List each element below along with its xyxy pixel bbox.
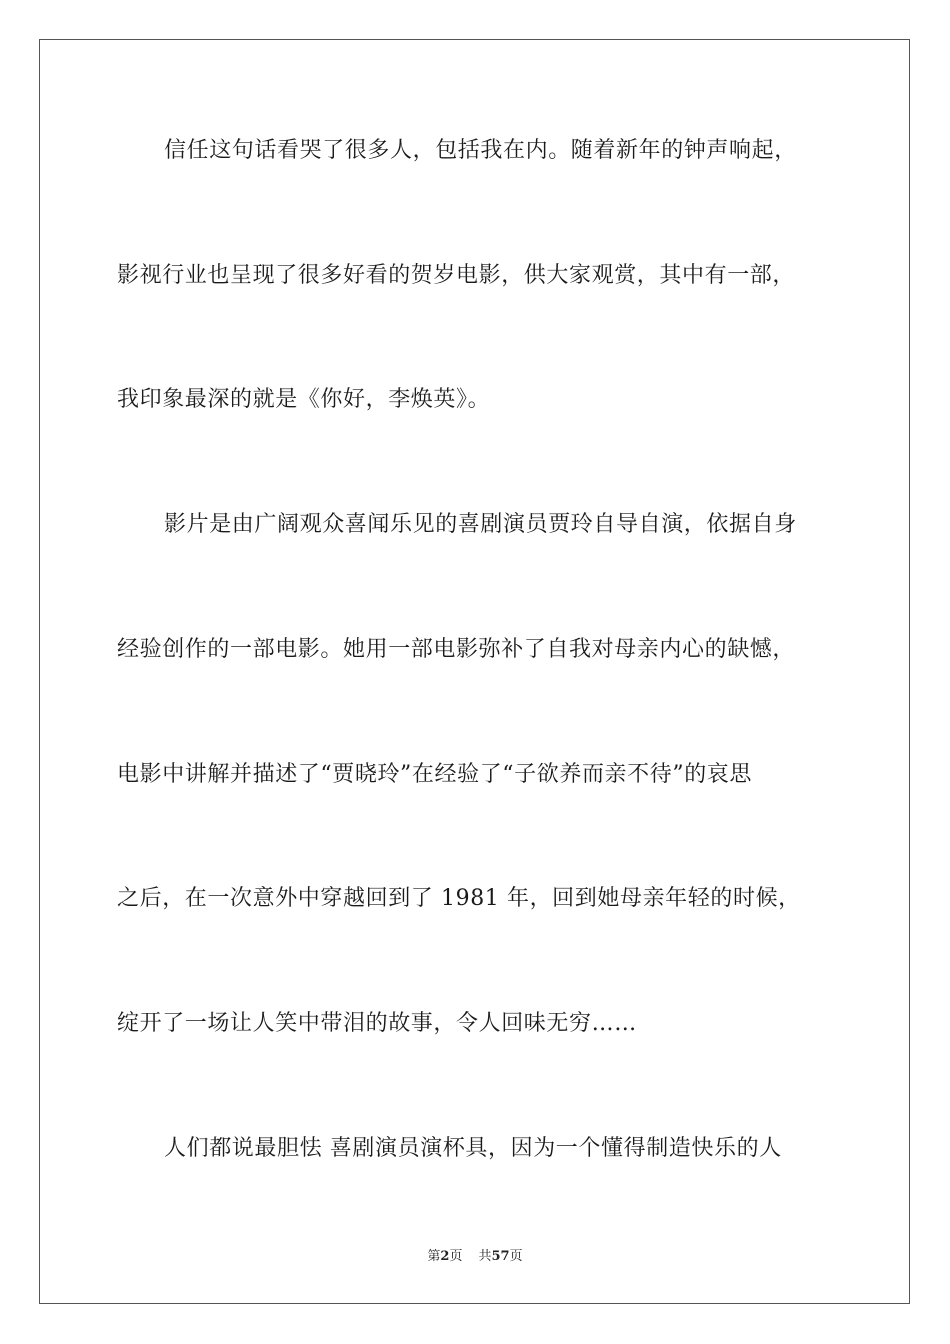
text-line-6: 电影中讲解并描述了“贾晓玲”在经验了“子欲养而亲不待”的哀思: [117, 762, 752, 787]
text-line-1: 信任这句话看哭了很多人，包括我在内。随着新年的钟声响起，: [164, 138, 797, 163]
total-pages: 57: [491, 1249, 510, 1264]
total-suffix: 页: [509, 1249, 523, 1264]
page-prefix: 第: [427, 1249, 441, 1264]
page-number: 2: [440, 1249, 450, 1264]
text-line-5: 经验创作的一部电影。她用一部电影弥补了自我对母亲内心的缺憾，: [117, 637, 796, 662]
page-footer: [0, 1248, 950, 1266]
page-border: [39, 39, 910, 1304]
text-line-8: 绽开了一场让人笑中带泪的故事，令人回味无穷……: [117, 1011, 637, 1036]
text-line-9: 人们都说最胆怯 喜剧演员演杯具，因为一个懂得制造快乐的人: [164, 1136, 782, 1161]
text-line-7: 之后，在一次意外中穿越回到了 1981 年，回到她母亲年轻的时候，: [117, 886, 801, 911]
page-suffix: 页: [449, 1249, 463, 1264]
text-line-3: 我印象最深的就是《你好，李焕英》。: [117, 387, 491, 412]
text-line-2: 影视行业也呈现了很多好看的贺岁电影，供大家观赏，其中有一部，: [117, 263, 796, 288]
total-prefix: 共: [478, 1249, 492, 1264]
text-line-4: 影片是由广阔观众喜闻乐见的喜剧演员贾玲自导自演，依据自身: [164, 512, 797, 537]
